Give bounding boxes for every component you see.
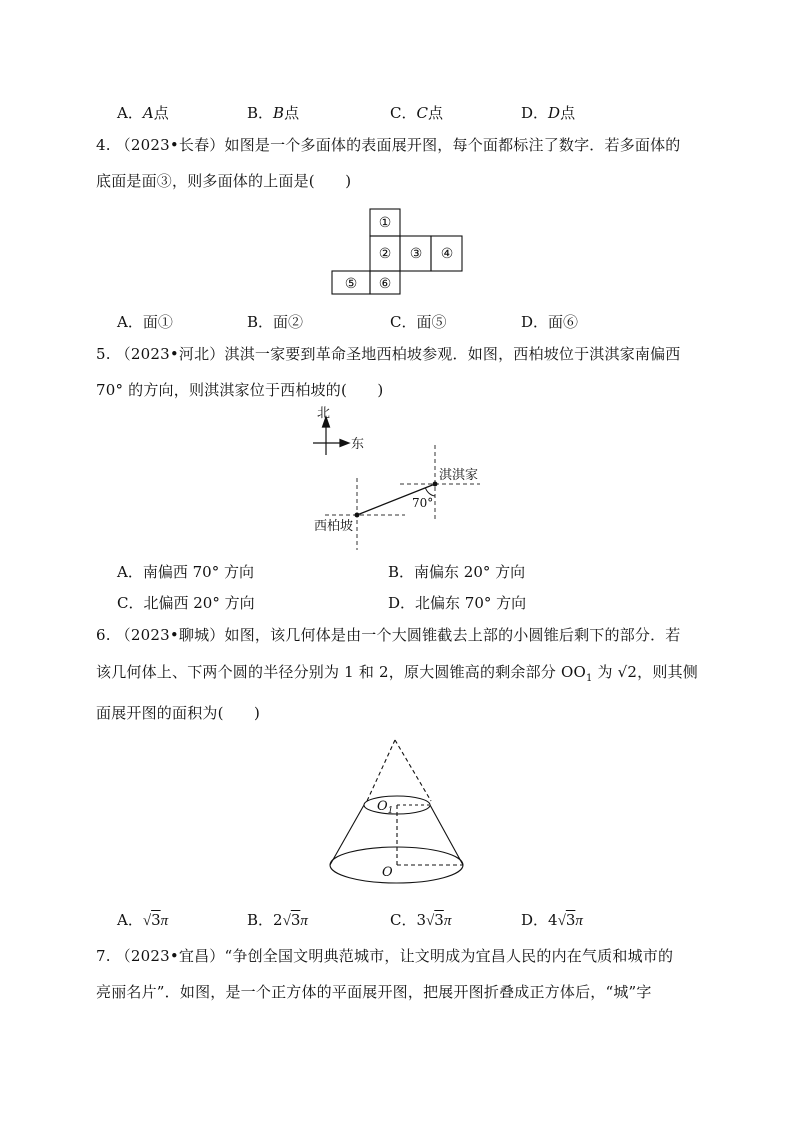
label-o1: $O_1$ [377,799,394,816]
xibaipo-point [355,513,360,518]
north-label: 北 [317,406,331,421]
bottom-front-arc [330,865,463,883]
face-label-1: ① [378,215,392,231]
q3-option-d[interactable]: D．D点 [521,104,576,122]
q3-option-a[interactable]: A．A点 [117,104,169,122]
home-label: 淇淇家 [439,468,479,483]
q6-option-d[interactable]: D．4√3π [521,911,583,929]
q5-stem-line-2: 70° 的方向，则淇淇家位于西柏坡的( ) [96,381,384,399]
q3-option-b[interactable]: B．B点 [247,104,300,122]
face-label-2: ② [378,246,392,262]
q6-option-b[interactable]: B．2√3π [247,911,308,929]
q6-stem-line-1: 6. （2023•聊城）如图，该几何体是由一个大圆锥截去上部的小圆锥后剩下的部分．若 [96,626,681,644]
cone-dashed-left [367,740,395,801]
q5-option-d[interactable]: D．北偏东 70° 方向 [388,594,527,612]
q4-option-d[interactable]: D．面⑥ [521,313,579,331]
q6-stem-line-2: 该几何体上、下两个圆的半径分别为 1 和 2，原大圆锥高的剩余部分 $OO_1$ 为 √2，则其侧 [96,663,698,684]
compass-icon [313,417,349,455]
q7-stem-line-2: 亮丽名片”．如图，是一个正方体的平面展开图，把展开图折叠成正方体后，“城”字 [96,983,652,1001]
q7-stem-line-1: 7. （2023•宜昌）“争创全国文明典范城市，让文明成为宜昌人民的内在气质和城市的 [96,947,674,965]
home-point [433,482,438,487]
face-label-3: ③ [409,246,423,262]
label-o: O [382,865,393,880]
q3-option-c[interactable]: C．C点 [390,104,443,122]
frustum-right-edge [430,805,463,865]
xibaipo-label: 西柏坡 [314,519,354,534]
q6-option-c[interactable]: C．3√3π [390,911,452,929]
q5-option-c[interactable]: C．北偏西 20° 方向 [117,594,255,612]
angle-label: 70° [412,496,434,510]
q6-frustum-figure [325,735,470,890]
q4-option-b[interactable]: B．面② [247,313,304,331]
face-label-5: ⑤ [344,276,358,292]
q4-option-c[interactable]: C．面⑤ [390,313,447,331]
q5-stem-line-1: 5. （2023•河北）淇淇一家要到革命圣地西柏坡参观．如图，西柏坡位于淇淇家南偏西 [96,345,681,363]
face-label-4: ④ [440,246,454,262]
q4-cube-net-figure [330,207,465,297]
q5-option-b[interactable]: B．南偏东 20° 方向 [388,563,526,581]
cone-dashed-right [395,740,431,801]
q5-option-a[interactable]: A．南偏西 70° 方向 [117,563,254,581]
q6-option-a[interactable]: A．√3π [117,911,169,929]
q4-stem-line-1: 4. （2023•长春）如图是一个多面体的表面展开图，每个面都标注了数字．若多面体的 [96,136,681,154]
q5-direction-figure [305,405,495,555]
q6-stem-line-3: 面展开图的面积为( ) [96,704,261,722]
q4-option-a[interactable]: A．面① [117,313,173,331]
face-label-6: ⑥ [378,276,392,292]
q4-stem-line-2: 底面是面③，则多面体的上面是( ) [96,172,352,190]
frustum-left-edge [330,805,364,865]
angle-arc [426,488,436,496]
east-label: 东 [351,437,365,452]
